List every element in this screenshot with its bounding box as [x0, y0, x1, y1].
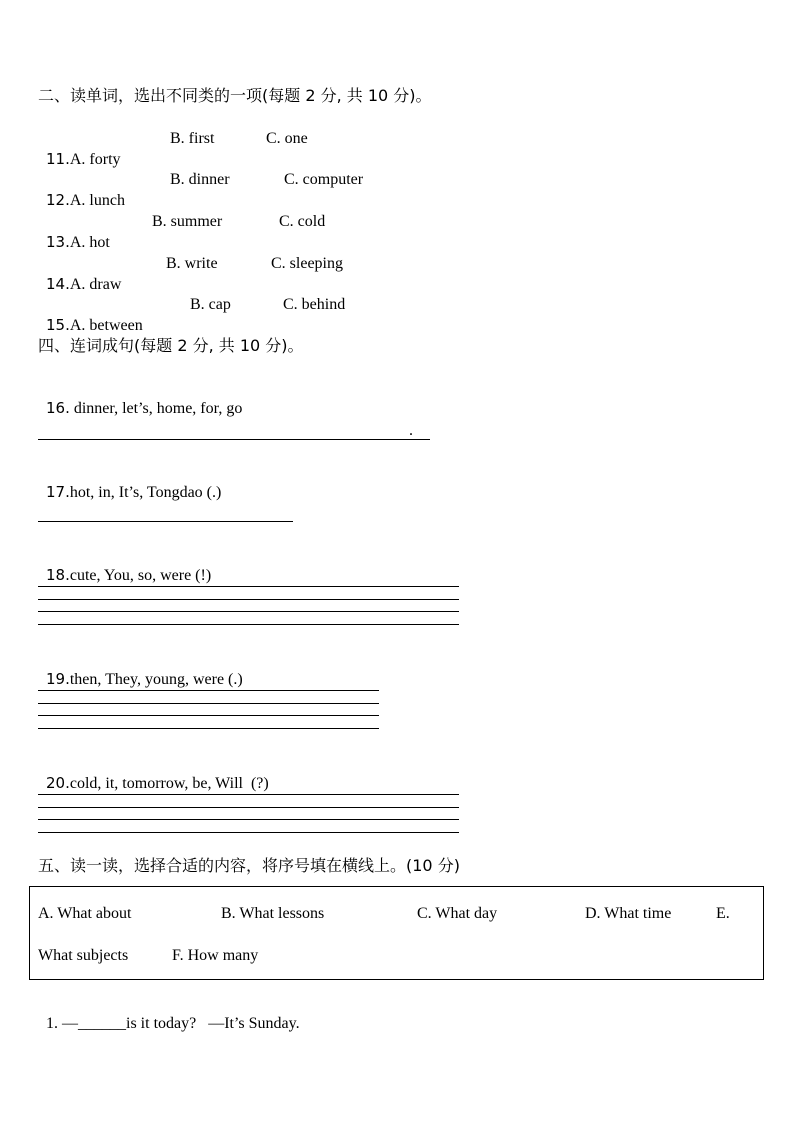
answer-line[interactable] — [38, 794, 459, 795]
answer-line[interactable] — [38, 715, 379, 716]
section2-heading: 二、读单词，选出不同类的一项(每题 2 分, 共 10 分)。 — [38, 86, 432, 105]
answer-line[interactable] — [38, 728, 379, 729]
option-c: C. What day — [417, 905, 498, 922]
question-text: is it today? —It’s Sunday. — [126, 1015, 300, 1032]
question-words: then, They, young, were (.) — [69, 671, 243, 688]
option-b: B. summer — [152, 213, 223, 230]
options-box — [29, 886, 764, 980]
option-b: B. first — [170, 130, 215, 147]
option-e-text: What subjects — [38, 947, 129, 964]
question-number: 12. — [46, 191, 70, 209]
question-15 — [38, 295, 143, 336]
question-number: 13. — [46, 233, 70, 251]
option-c: C. computer — [284, 171, 364, 188]
option-b: B. cap — [190, 296, 231, 313]
question-17 — [38, 462, 221, 503]
option-c: C. cold — [279, 213, 326, 230]
question-16 — [38, 378, 242, 419]
answer-line[interactable] — [38, 521, 293, 522]
question-words: cute, You, so, were (!) — [69, 567, 212, 584]
answer-line[interactable] — [38, 703, 379, 704]
period-mark: . — [409, 422, 413, 439]
option-c: C. one — [266, 130, 308, 147]
answer-line[interactable] — [38, 819, 459, 820]
question-number: 15. — [46, 316, 70, 334]
question-words: hot, in, It’s, Tongdao (.) — [69, 484, 222, 501]
answer-line[interactable] — [38, 586, 459, 587]
question-number: 17. — [46, 483, 70, 501]
question-11 — [38, 129, 121, 170]
answer-blank[interactable]: ______ — [78, 1015, 126, 1032]
option-e-letter: E. — [716, 905, 730, 922]
option-a: A. forty — [69, 151, 121, 168]
question-number: 16. — [46, 399, 70, 417]
question-words: cold, it, tomorrow, be, Will (?) — [69, 775, 269, 792]
question-14 — [38, 254, 121, 295]
option-b: B. dinner — [170, 171, 230, 188]
question-12 — [38, 170, 125, 211]
section4-heading: 四、连词成句(每题 2 分, 共 10 分)。 — [38, 336, 304, 355]
answer-line[interactable] — [38, 611, 459, 612]
dash: — — [62, 1015, 78, 1032]
option-a: A. What about — [38, 905, 132, 922]
question-number: 1. — [46, 1015, 62, 1032]
question-5-1 — [38, 994, 300, 1034]
section5-heading: 五、读一读，选择合适的内容，将序号填在横线上。(10 分) — [38, 856, 460, 875]
option-d: D. What time — [585, 905, 672, 922]
answer-line[interactable] — [38, 690, 379, 691]
question-18 — [38, 545, 211, 586]
question-19 — [38, 649, 243, 690]
option-c: C. sleeping — [271, 255, 343, 272]
question-20 — [38, 753, 269, 794]
option-b: B. What lessons — [221, 905, 325, 922]
answer-line[interactable] — [38, 624, 459, 625]
answer-line[interactable] — [38, 832, 459, 833]
question-number: 20. — [46, 774, 70, 792]
option-a: A. lunch — [69, 192, 125, 209]
question-13 — [38, 212, 110, 253]
option-c: C. behind — [283, 296, 346, 313]
question-number: 19. — [46, 670, 70, 688]
question-words: dinner, let’s, home, for, go — [69, 400, 243, 417]
option-f: F. How many — [172, 947, 259, 964]
question-number: 14. — [46, 275, 70, 293]
question-number: 18. — [46, 566, 70, 584]
answer-line[interactable] — [38, 599, 459, 600]
option-a: A. between — [69, 317, 143, 334]
answer-line[interactable] — [38, 807, 459, 808]
option-a: A. hot — [69, 234, 110, 251]
option-b: B. write — [166, 255, 218, 272]
option-a: A. draw — [69, 276, 122, 293]
question-number: 11. — [46, 150, 70, 168]
answer-line[interactable] — [38, 439, 430, 440]
